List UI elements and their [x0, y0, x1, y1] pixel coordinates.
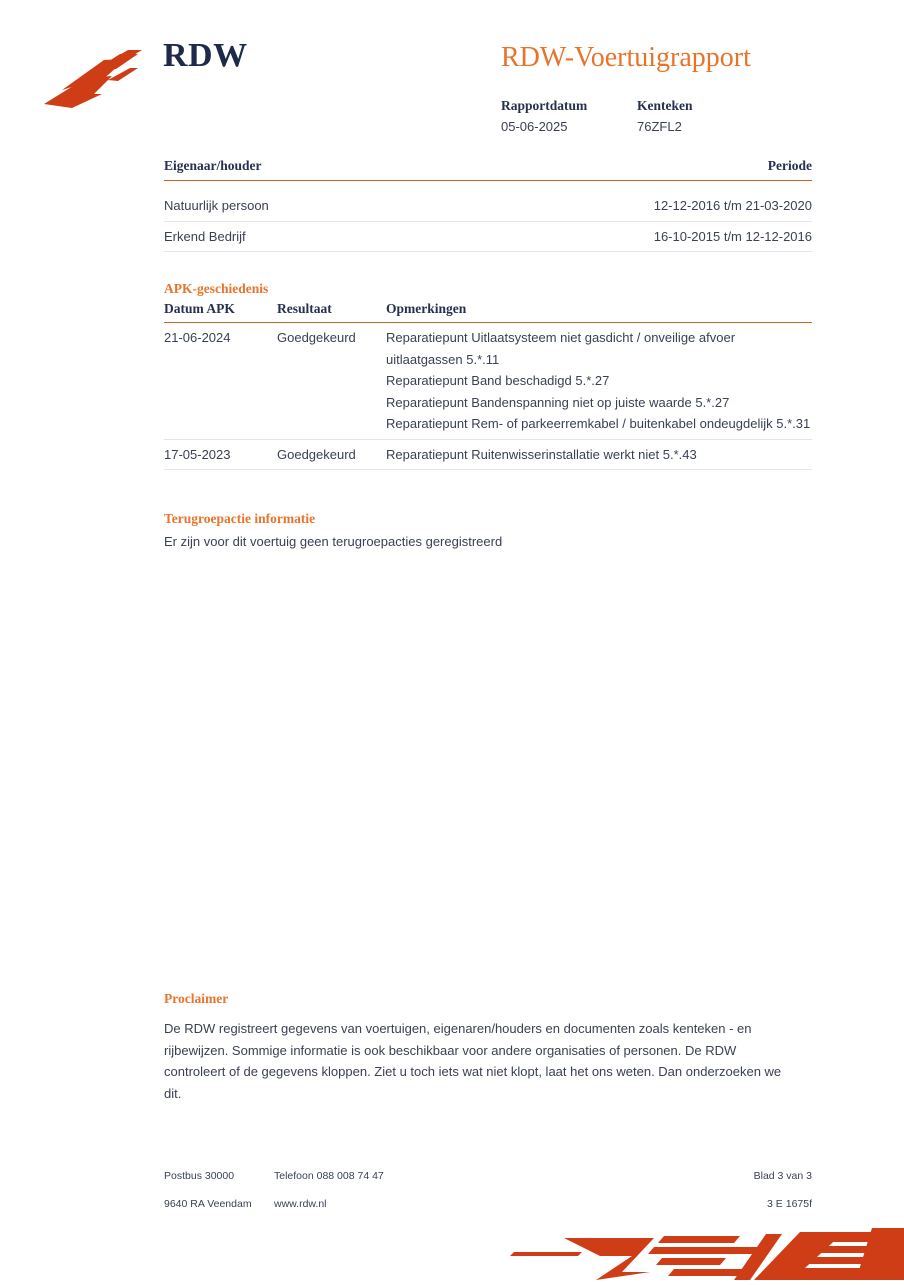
apk-remark-line: Reparatiepunt Uitlaatsysteem niet gasdicht / onveilige afvoer uitlaatgassen 5.*.11 — [386, 330, 736, 367]
page-footer — [164, 1169, 812, 1225]
recall-section-text: Er zijn voor dit voertuig geen terugroepacties geregistreerd — [164, 534, 503, 549]
owner-period: 16-10-2015 t/m 12-12-2016 — [488, 221, 812, 252]
apk-remark-line: Reparatiepunt Bandenspanning niet op juiste waarde 5.*.27 — [386, 394, 730, 410]
column-header-owner: Eigenaar/houder — [164, 158, 488, 181]
column-header-apk-date: Datum APK — [164, 301, 277, 323]
column-header-period: Periode — [488, 158, 812, 181]
apk-remarks — [386, 323, 812, 440]
owner-table — [164, 158, 812, 252]
rdw-wordmark: RDW — [163, 37, 248, 74]
apk-section — [164, 281, 812, 470]
apk-section-heading: APK-geschiedenis — [164, 281, 269, 296]
recall-section-heading: Terugroepactie informatie — [164, 511, 316, 526]
table-row — [164, 323, 812, 440]
table-row — [164, 221, 812, 252]
disclaimer-section-heading: Proclaimer — [164, 991, 229, 1006]
report-date-value: 05-06-2025 — [501, 119, 568, 134]
apk-result: Goedgekeurd — [277, 323, 386, 440]
apk-result: Goedgekeurd — [277, 439, 386, 470]
footer-page-indicator: Blad 3 van 3 — [753, 1170, 812, 1182]
owner-name: Natuurlijk persoon — [164, 181, 488, 222]
footer-website[interactable]: www.rdw.nl — [274, 1198, 327, 1210]
apk-date: 21-06-2024 — [164, 323, 277, 440]
license-plate-block — [637, 97, 693, 135]
column-header-apk-result: Resultaat — [277, 301, 386, 323]
apk-remark-line: Reparatiepunt Band beschadigd 5.*.27 — [386, 373, 610, 388]
apk-table-body — [164, 323, 812, 470]
footer-row — [164, 1197, 812, 1211]
owner-period: 12-12-2016 t/m 21-03-2020 — [488, 181, 812, 222]
footer-phone: Telefoon 088 008 74 47 — [274, 1170, 384, 1182]
footer-row — [164, 1169, 812, 1183]
footer-address-line2: 9640 RA Veendam — [164, 1198, 252, 1210]
footer-form-code: 3 E 1675f — [767, 1198, 812, 1210]
owner-name: Erkend Bedrijf — [164, 221, 488, 252]
rdw-feather-logo-icon — [42, 42, 162, 114]
apk-remarks — [386, 439, 812, 470]
report-meta — [501, 97, 693, 135]
apk-date: 17-05-2023 — [164, 439, 277, 470]
column-header-apk-remarks: Opmerkingen — [386, 301, 812, 323]
apk-remark-line: Reparatiepunt Rem- of parkeerremkabel / buitenkabel ondeugdelijk 5.*.31 — [386, 416, 811, 431]
table-row — [164, 181, 812, 222]
report-date-block — [501, 97, 637, 135]
apk-table — [164, 301, 812, 470]
table-header-row — [164, 301, 812, 323]
page-title: RDW-Voertuigrapport — [501, 42, 751, 73]
rdw-footer-graphic-icon — [504, 1222, 904, 1280]
owner-table-body — [164, 181, 812, 252]
table-header-row — [164, 158, 812, 181]
footer-address-line1: Postbus 30000 — [164, 1170, 235, 1182]
disclaimer-section-text: De RDW registreert gegevens van voertuigen, eigenaren/houders en documenten zoals kenteken - en rijbewijzen. Sommige informatie is ook beschikbaar voor andere organisaties of personen. De RDW controleert of de gegevens kloppen. Ziet u toch iets wat niet klopt, laat het ons weten. Dan onderzoeken we dit. — [164, 1021, 782, 1101]
owner-section — [164, 158, 812, 252]
table-row — [164, 439, 812, 470]
disclaimer-section — [164, 991, 812, 1104]
report-date-label: Rapportdatum — [501, 98, 588, 113]
recall-section — [164, 511, 812, 553]
license-plate-value: 76ZFL2 — [637, 119, 682, 134]
apk-remark-line: Reparatiepunt Ruitenwisserinstallatie werkt niet 5.*.43 — [386, 446, 697, 462]
license-plate-label: Kenteken — [637, 98, 693, 113]
